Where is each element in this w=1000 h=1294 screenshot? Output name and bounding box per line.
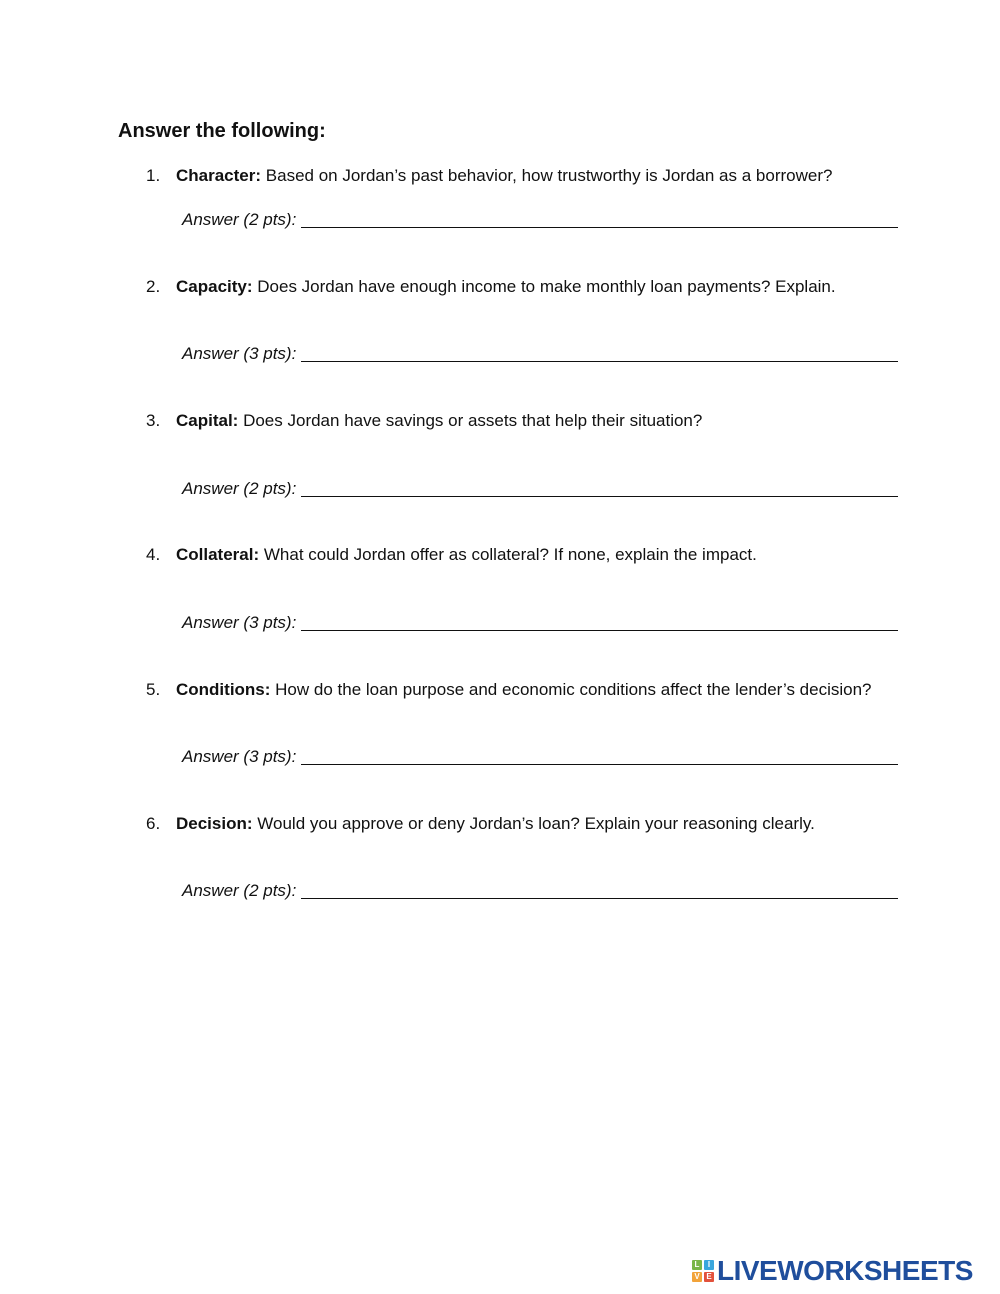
answer-label: Answer (3 pts): [182, 613, 297, 632]
answer-input-2[interactable] [301, 344, 898, 362]
logo-tile: L [692, 1260, 702, 1270]
answer-row-3 [182, 476, 898, 500]
question-number: 2. [146, 277, 161, 296]
question-text: What could Jordan offer as collateral? If none, explain the impact. [263, 545, 757, 564]
answer-row-5 [182, 744, 898, 768]
question-3 [146, 410, 702, 432]
answer-label: Answer (3 pts): [182, 747, 297, 766]
question-number: 4. [146, 545, 161, 564]
logo-tile: I [704, 1260, 714, 1270]
liveworksheets-logo-icon [692, 1260, 714, 1282]
answer-input-5[interactable] [301, 747, 898, 765]
answer-row-2 [182, 341, 898, 365]
question-number: 6. [146, 814, 161, 833]
question-text: Would you approve or deny Jordan’s loan? Explain your reasoning clearly. [257, 814, 815, 833]
section-heading: Answer the following: [118, 120, 326, 142]
question-1 [146, 165, 832, 187]
question-number: 3. [146, 411, 161, 430]
question-text: Does Jordan have enough income to make monthly loan payments? Explain. [257, 277, 836, 296]
question-6 [146, 813, 815, 835]
answer-label: Answer (2 pts): [182, 479, 297, 498]
question-text: Based on Jordan’s past behavior, how trustworthy is Jordan as a borrower? [265, 166, 833, 185]
question-number: 1. [146, 166, 161, 185]
answer-label: Answer (2 pts): [182, 881, 297, 900]
question-term: Conditions: [176, 680, 271, 699]
answer-row-1 [182, 207, 898, 231]
question-term: Capacity: [176, 277, 253, 296]
brand-name: LIVEWORKSHEETS [717, 1255, 973, 1286]
question-term: Decision: [176, 814, 253, 833]
answer-input-3[interactable] [301, 479, 898, 497]
question-number: 5. [146, 680, 161, 699]
answer-row-6 [182, 878, 898, 902]
answer-label: Answer (2 pts): [182, 210, 297, 229]
question-text: How do the loan purpose and economic conditions affect the lender’s decision? [275, 680, 872, 699]
logo-tile: E [704, 1272, 714, 1282]
logo-tile: V [692, 1272, 702, 1282]
question-term: Capital: [176, 411, 239, 430]
answer-input-4[interactable] [301, 613, 898, 631]
answer-input-1[interactable] [301, 210, 898, 228]
question-term: Character: [176, 166, 262, 185]
question-5 [146, 679, 872, 701]
liveworksheets-brand [692, 1256, 973, 1286]
answer-row-4 [182, 610, 898, 634]
answer-input-6[interactable] [301, 881, 898, 899]
question-2 [146, 276, 836, 298]
question-term: Collateral: [176, 545, 260, 564]
answer-label: Answer (3 pts): [182, 344, 297, 363]
question-4 [146, 544, 757, 566]
question-text: Does Jordan have savings or assets that help their situation? [243, 411, 703, 430]
